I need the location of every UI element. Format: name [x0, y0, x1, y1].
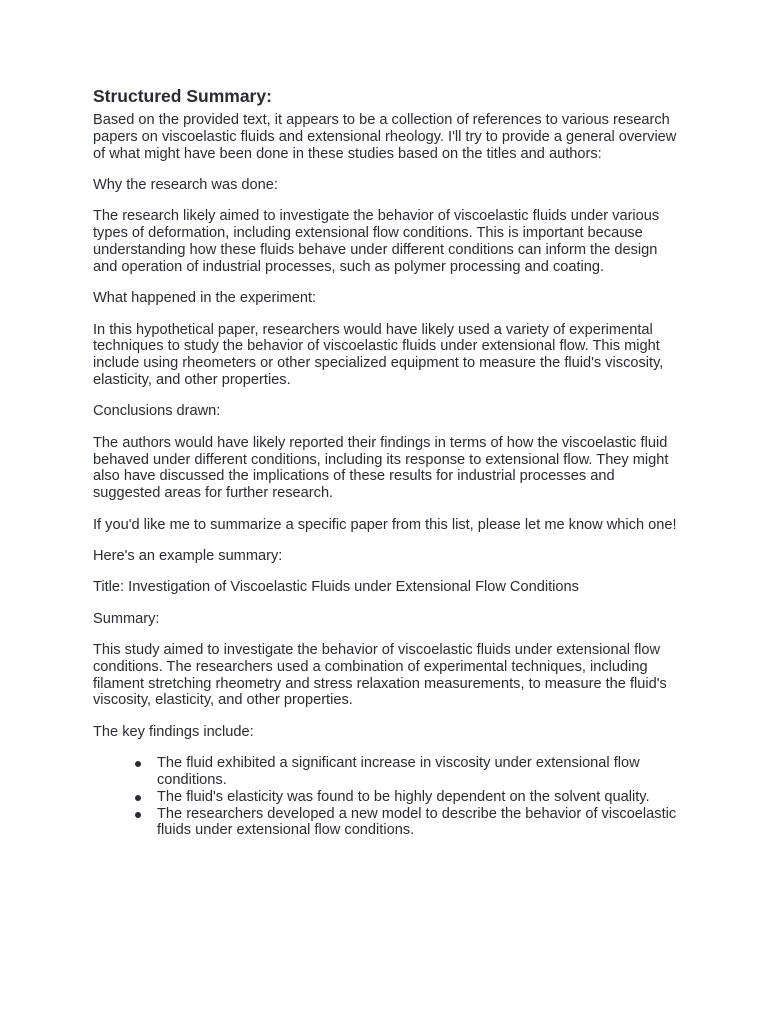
paragraph-summary: This study aimed to investigate the behavior of viscoelastic fluids under extensional flow conditions. The researchers used a combination of experimental techniques, including filament stretching rheometry and stress relaxation measurements, to measure the fluid's viscosity, elasticity, and other properties.: [93, 642, 667, 709]
paragraph-conclusions: The authors would have likely reported their findings in terms of how the viscoelastic fluid behaved under different conditions, including its response to extensional flow. They might also have discussed the implications of these results for industrial processes and suggested areas for further research.: [93, 434, 669, 502]
paragraph-experiment: In this hypothetical paper, researchers would have likely used a variety of experimental techniques to study the behavior of viscoelastic fluids under extensional flow. This might include using rheometers or other specialized equipment to measure the fluid's viscosity, elasticity, and other properties.: [93, 321, 664, 388]
document-title: Structured Summary:: [93, 86, 272, 106]
bullet-dot-icon: [135, 761, 141, 767]
list-item: [93, 755, 678, 789]
list-item: [93, 806, 678, 840]
paragraph-request: If you'd like me to summarize a specific paper from this list, please let me know which one!: [93, 516, 677, 533]
example-title: Title: Investigation of Viscoelastic Fluids under Extensional Flow Conditions: [93, 579, 579, 596]
list-item: [93, 789, 678, 806]
key-findings-list: [93, 755, 678, 839]
list-item-text: The fluid exhibited a significant increase in viscosity under extensional flow conditions.: [157, 755, 640, 789]
paragraph-intro: Based on the provided text, it appears to be a collection of references to various research papers on viscoelastic fluids and extensional rheology. I'll try to provide a general overview of what might have been done in these studies based on the titles and authors:: [93, 112, 677, 162]
heading-key-findings: The key findings include:: [93, 723, 254, 740]
heading-summary: Summary:: [93, 610, 160, 627]
list-item-text: The researchers developed a new model to describe the behavior of viscoelastic fluids under extensional flow conditions.: [157, 805, 677, 839]
heading-experiment: What happened in the experiment:: [93, 290, 317, 307]
document-page: [93, 86, 678, 839]
heading-conclusions: Conclusions drawn:: [93, 403, 221, 420]
heading-example: Here's an example summary:: [93, 547, 283, 564]
paragraph-why: The research likely aimed to investigate the behavior of viscoelastic fluids under various types of deformation, including extensional flow conditions. This is important because understanding how these fluids behave under different conditions can inform the design and operation of industrial processes, such as polymer processing and coating.: [93, 208, 660, 275]
bullet-dot-icon: [135, 812, 141, 818]
bullet-dot-icon: [135, 795, 141, 801]
list-item-text: The fluid's elasticity was found to be highly dependent on the solvent quality.: [157, 788, 650, 805]
heading-why: Why the research was done:: [93, 176, 278, 193]
